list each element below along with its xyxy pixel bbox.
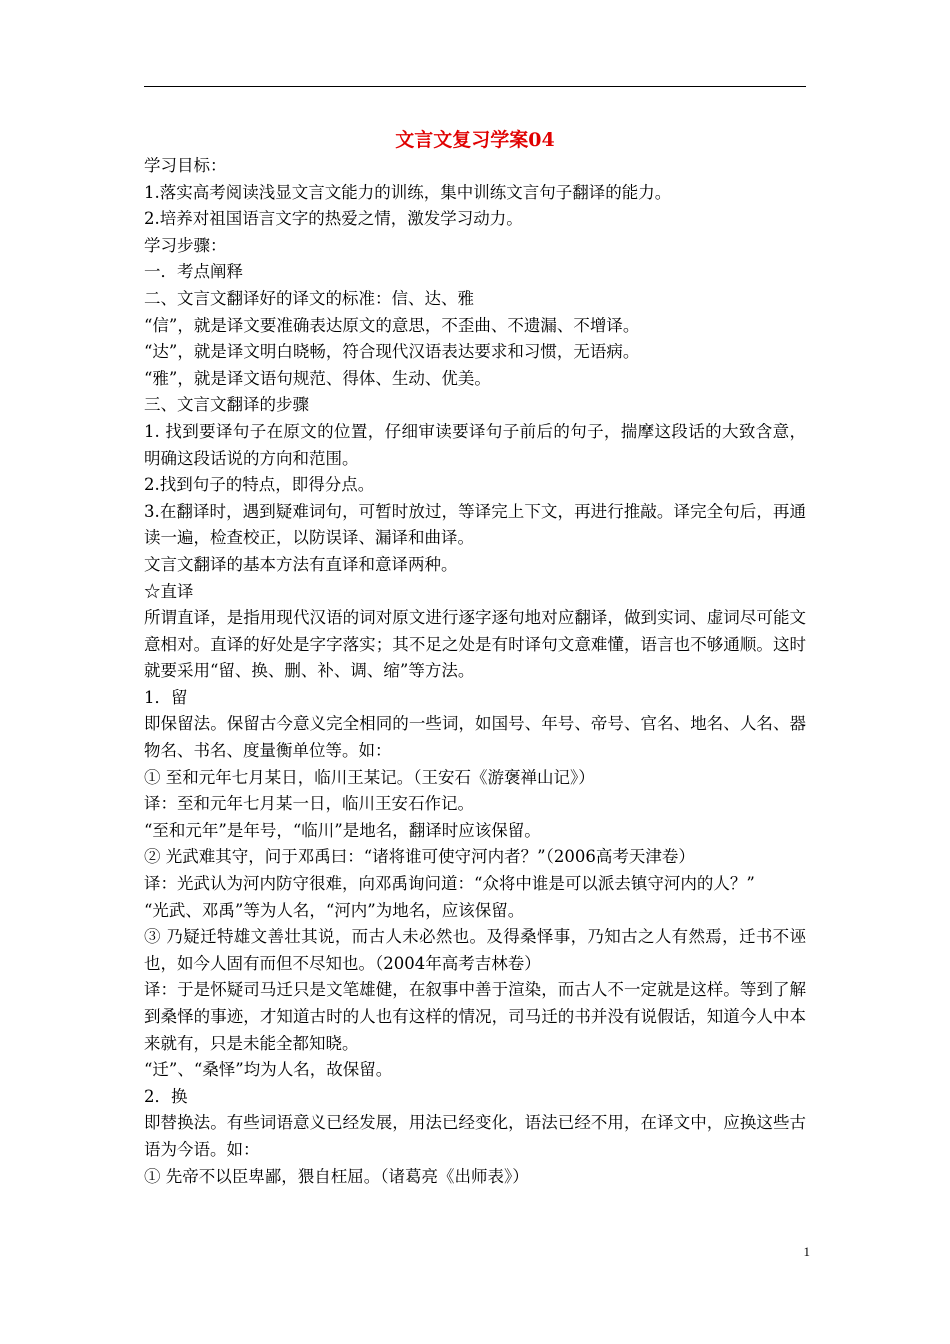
paragraph: 译：光武认为河内防守很难，向邓禹询问道：“众将中谁是可以派去镇守河内的人？” (144, 874, 755, 894)
paragraph: 译：于是怀疑司马迁只是文笔雄健，在叙事中善于渲染，而古人不一定就是这样。等到了解到桑怿的事迹，才知道古时的人也有这样的情况，司马迁的书并没有说假话，知道今人中本来就有，只是未能全都知晓。 (144, 980, 806, 1053)
paragraph: ☆直译 (144, 581, 194, 601)
paragraph: 文言文翻译的基本方法有直译和意译两种。 (144, 554, 458, 574)
paragraph: 1．留 (144, 687, 188, 707)
paragraph: 即保留法。保留古今意义完全相同的一些词，如国号、年号、帝号、官名、地名、人名、器物名、书名、度量衡单位等。如： (144, 714, 806, 761)
document-title: 文言文复习学案04 (395, 129, 555, 151)
paragraph: 2.培养对祖国语言文字的热爱之情，激发学习动力。 (144, 209, 523, 229)
paragraph: ③ 乃疑迁特雄文善壮其说，而古人未必然也。及得桑怿事，乃知古之人有然焉，迁书不诬也，如今人固有而但不尽知也。（2004年高考吉林卷） (144, 927, 806, 973)
paragraph: 2．换 (144, 1086, 188, 1106)
paragraph: ② 光武难其守，问于邓禹曰：“诸将谁可使守河内者？”（2006高考天津卷） (144, 847, 695, 867)
paragraph: 学习目标： (144, 156, 227, 175)
paragraph: “光武、邓禹”等为人名，“河内”为地名，应该保留。 (144, 900, 525, 920)
page-number: 1 (803, 1244, 810, 1259)
paragraph: 1.落实高考阅读浅显文言文能力的训练，集中训练文言句子翻译的能力。 (144, 182, 672, 202)
paragraph: 3.在翻译时，遇到疑难词句，可暂时放过，等译完上下文，再进行推敲。译完全句后，再通读一遍，检查校正，以防误译、漏译和曲译。 (144, 501, 806, 548)
paragraph: 译：至和元年七月某一日，临川王安石作记。 (144, 794, 474, 814)
paragraph: “信”，就是译文要准确表达原文的意思，不歪曲、不遗漏、不增译。 (144, 315, 640, 335)
paragraph: 三、文言文翻译的步骤 (144, 395, 309, 415)
paragraph: 所谓直译，是指用现代汉语的词对原文进行逐字逐句地对应翻译，做到实词、虚词尽可能文意相对。直译的好处是字字落实；其不足之处是有时译句文意难懂，语言也不够通顺。这时就要采用“留、换、删、补、调、缩”等方法。 (144, 608, 806, 681)
paragraph: 学习步骤： (144, 235, 227, 255)
paragraph: 一．考点阐释 (144, 262, 243, 282)
paragraph: ① 至和元年七月某日，临川王某记。（王安石《游褒禅山记》） (144, 767, 595, 787)
paragraph: “达”，就是译文明白晓畅，符合现代汉语表达要求和习惯，无语病。 (144, 342, 640, 362)
paragraph: “雅”，就是译文语句规范、得体、生动、优美。 (144, 368, 491, 388)
paragraph: “至和元年”是年号，“临川”是地名，翻译时应该保留。 (144, 820, 541, 840)
paragraph: 二、文言文翻译好的译文的标准：信、达、雅 (144, 288, 474, 308)
paragraph: 1. 找到要译句子在原文的位置，仔细审读要译句子前后的句子，揣摩这段话的大致含意，明确这段话说的方向和范围。 (144, 421, 806, 468)
paragraph: “迁”、“桑怿”均为人名，故保留。 (144, 1060, 393, 1080)
document-body (144, 153, 806, 1190)
paragraph: ① 先帝不以臣卑鄙，猥自枉屈。（诸葛亮《出师表》） (144, 1166, 529, 1186)
paragraph: 即替换法。有些词语意义已经发展，用法已经变化，语法已经不用，在译文中，应换这些古语为今语。如： (144, 1113, 806, 1159)
header-rule (144, 86, 806, 87)
paragraph: 2.找到句子的特点，即得分点。 (144, 475, 375, 495)
